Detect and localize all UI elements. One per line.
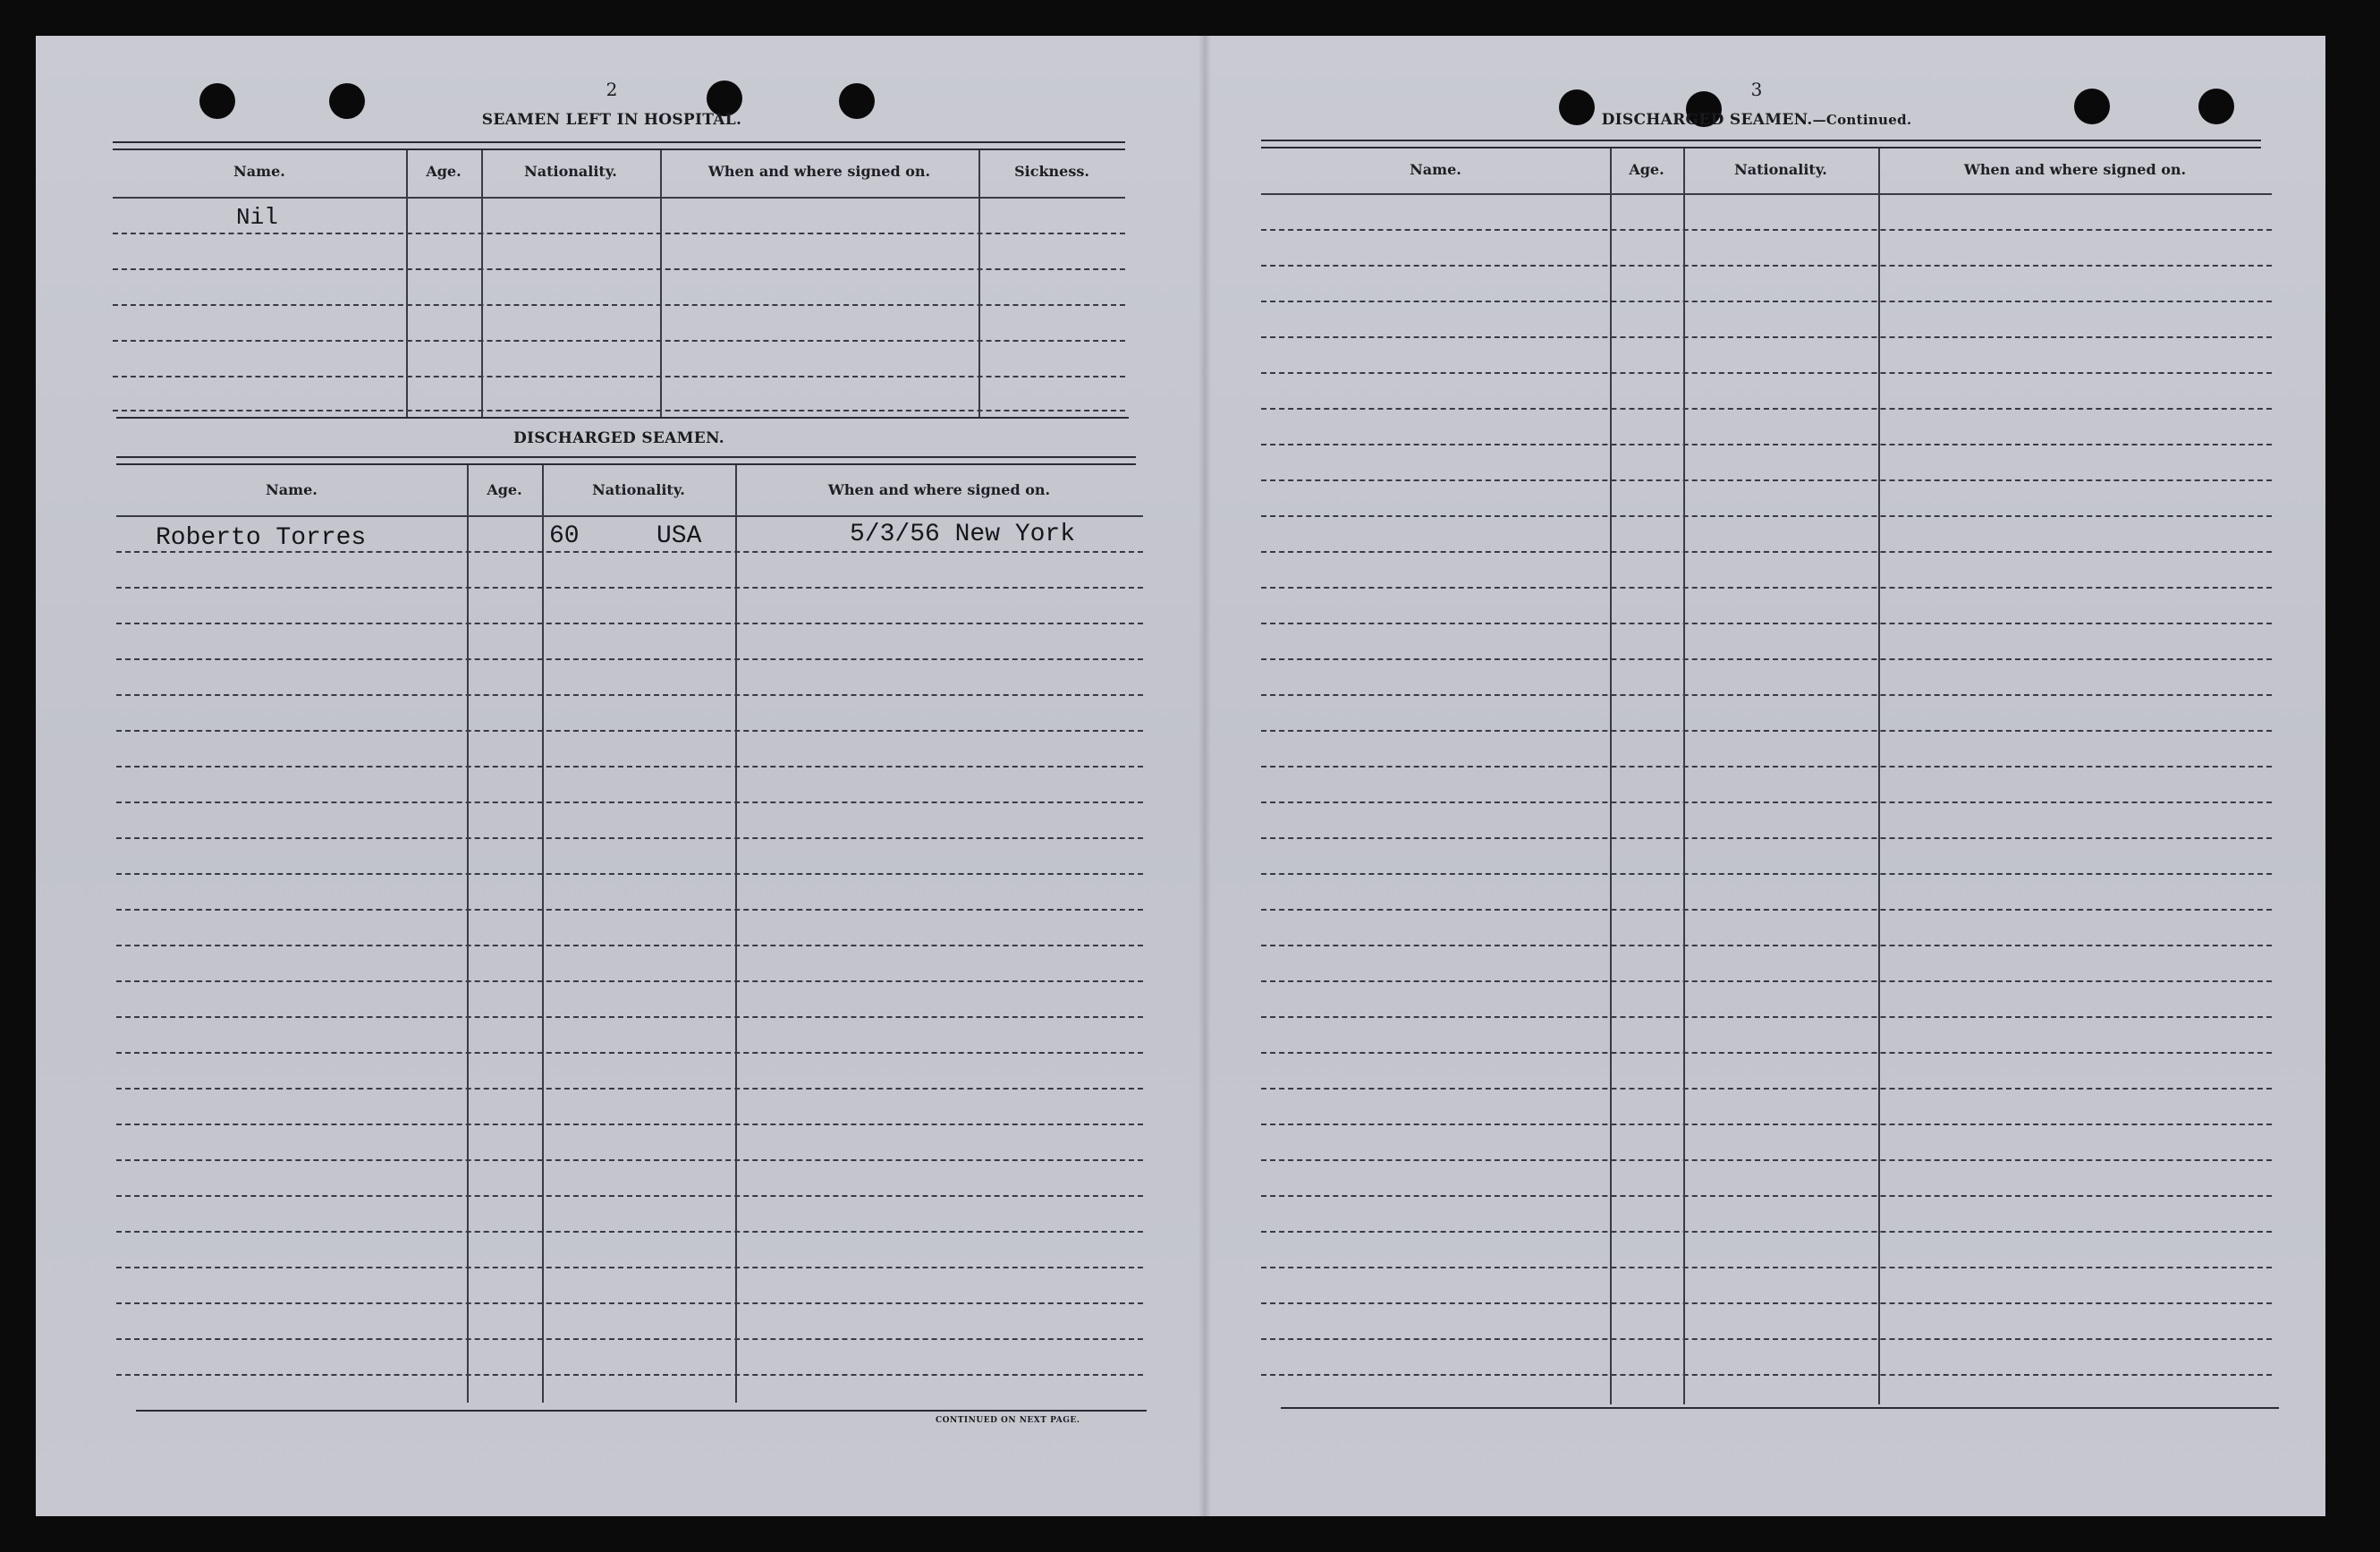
discharged-col-signed-on: When and where signed on. bbox=[827, 481, 1051, 498]
hospital-col-signed-on: When and where signed on. bbox=[707, 163, 931, 180]
ledger-sheet bbox=[36, 36, 2325, 1516]
row-rule bbox=[1261, 623, 2272, 624]
row-rule bbox=[116, 1195, 1143, 1197]
row-rule bbox=[116, 694, 1143, 696]
right-col-signed-on: When and where signed on. bbox=[1963, 161, 2187, 178]
row-rule bbox=[1261, 372, 2272, 374]
hospital-col-sickness: Sickness. bbox=[1014, 163, 1089, 180]
row-rule bbox=[116, 587, 1143, 589]
hospital-bottom-rule bbox=[116, 417, 1129, 419]
row-rule bbox=[116, 1016, 1143, 1018]
row-rule bbox=[116, 909, 1143, 911]
row-rule bbox=[1261, 1088, 2272, 1090]
page-number-right: 3 bbox=[1750, 79, 1763, 100]
discharged-top-rule bbox=[116, 456, 1136, 465]
row-rule bbox=[1261, 1124, 2272, 1125]
row-rule bbox=[113, 410, 1125, 411]
row-rule bbox=[1261, 587, 2272, 589]
hospital-entry-nil: Nil bbox=[236, 204, 278, 231]
row-rule bbox=[116, 1124, 1143, 1125]
row-rule bbox=[1261, 1302, 2272, 1304]
row-rule bbox=[116, 658, 1143, 660]
right-col-age: Age. bbox=[1629, 161, 1664, 178]
discharged-row-name: Roberto Torres bbox=[156, 524, 367, 552]
punch-hole bbox=[199, 83, 235, 119]
row-rule bbox=[116, 623, 1143, 624]
row-rule bbox=[116, 837, 1143, 839]
right-title-suffix: —Continued. bbox=[1812, 112, 1912, 128]
discharged-row-nationality: USA bbox=[656, 522, 702, 550]
row-rule bbox=[113, 340, 1125, 342]
right-col-nationality: Nationality. bbox=[1734, 161, 1827, 178]
row-rule bbox=[1261, 1052, 2272, 1054]
row-rule bbox=[116, 1088, 1143, 1090]
row-rule bbox=[1261, 1267, 2272, 1268]
discharged-row-signed-on: 5/3/56 New York bbox=[850, 521, 1076, 548]
punch-hole bbox=[1559, 89, 1595, 125]
discharged-bottom-rule bbox=[136, 1410, 1147, 1412]
discharged-section-title: DISCHARGED SEAMEN. bbox=[513, 429, 724, 447]
punch-hole bbox=[2074, 89, 2110, 124]
row-rule bbox=[1261, 265, 2272, 267]
header-rule bbox=[1261, 193, 2272, 195]
discharged-col-name: Name. bbox=[266, 481, 318, 498]
row-rule bbox=[116, 1338, 1143, 1340]
hospital-col-name: Name. bbox=[233, 163, 285, 180]
continued-note: CONTINUED ON NEXT PAGE. bbox=[936, 1416, 1080, 1425]
row-rule bbox=[116, 801, 1143, 803]
row-rule bbox=[1261, 1016, 2272, 1018]
row-rule bbox=[1261, 336, 2272, 338]
row-rule bbox=[116, 1267, 1143, 1268]
row-rule bbox=[1261, 694, 2272, 696]
row-rule bbox=[1261, 658, 2272, 660]
row-rule bbox=[1261, 945, 2272, 946]
hospital-section-title: SEAMEN LEFT IN HOSPITAL. bbox=[481, 111, 742, 129]
hospital-col-nationality: Nationality. bbox=[524, 163, 617, 180]
right-section-title bbox=[1602, 111, 1912, 129]
row-rule bbox=[113, 376, 1125, 377]
row-rule bbox=[1261, 766, 2272, 768]
row-rule bbox=[1261, 909, 2272, 911]
right-top-rule bbox=[1261, 140, 2261, 148]
header-rule bbox=[116, 515, 1143, 517]
discharged-col-age: Age. bbox=[487, 481, 522, 498]
row-rule bbox=[116, 730, 1143, 732]
row-rule bbox=[113, 268, 1125, 270]
row-rule bbox=[113, 304, 1125, 306]
row-rule bbox=[116, 1052, 1143, 1054]
row-rule bbox=[1261, 444, 2272, 445]
row-rule bbox=[113, 233, 1125, 234]
hospital-top-rule bbox=[113, 141, 1125, 150]
discharged-table bbox=[116, 465, 1143, 1403]
row-rule bbox=[1261, 1374, 2272, 1376]
column-divider bbox=[735, 465, 737, 1403]
punch-hole bbox=[2198, 89, 2234, 124]
row-rule bbox=[116, 980, 1143, 982]
row-rule bbox=[116, 1302, 1143, 1304]
row-rule bbox=[1261, 1338, 2272, 1340]
punch-hole bbox=[839, 83, 875, 119]
page-fold bbox=[1198, 36, 1211, 1516]
row-rule bbox=[116, 1159, 1143, 1161]
discharged-col-nationality: Nationality. bbox=[592, 481, 685, 498]
row-rule bbox=[1261, 873, 2272, 875]
row-rule bbox=[116, 873, 1143, 875]
hospital-col-age: Age. bbox=[426, 163, 462, 180]
row-rule bbox=[1261, 730, 2272, 732]
discharged-row-age: 60 bbox=[549, 522, 580, 550]
row-rule bbox=[116, 766, 1143, 768]
punch-hole bbox=[329, 83, 365, 119]
row-rule bbox=[1261, 479, 2272, 481]
row-rule bbox=[1261, 837, 2272, 839]
right-discharged-table bbox=[1261, 148, 2272, 1404]
row-rule bbox=[1261, 229, 2272, 231]
header-rule bbox=[113, 197, 1125, 199]
row-rule bbox=[1261, 1195, 2272, 1197]
row-rule bbox=[1261, 1231, 2272, 1233]
row-rule bbox=[116, 1374, 1143, 1376]
row-rule bbox=[1261, 551, 2272, 553]
row-rule bbox=[1261, 801, 2272, 803]
right-title-main: DISCHARGED SEAMEN. bbox=[1601, 111, 1813, 129]
right-bottom-rule bbox=[1281, 1407, 2279, 1409]
row-rule bbox=[1261, 1159, 2272, 1161]
row-rule bbox=[116, 945, 1143, 946]
row-rule bbox=[1261, 980, 2272, 982]
row-rule bbox=[1261, 301, 2272, 302]
column-divider bbox=[467, 465, 469, 1403]
right-col-name: Name. bbox=[1410, 161, 1461, 178]
row-rule bbox=[1261, 408, 2272, 410]
hospital-table bbox=[113, 150, 1125, 417]
page-number-left: 2 bbox=[606, 79, 618, 100]
row-rule bbox=[1261, 515, 2272, 517]
row-rule bbox=[116, 1231, 1143, 1233]
column-divider bbox=[542, 465, 544, 1403]
